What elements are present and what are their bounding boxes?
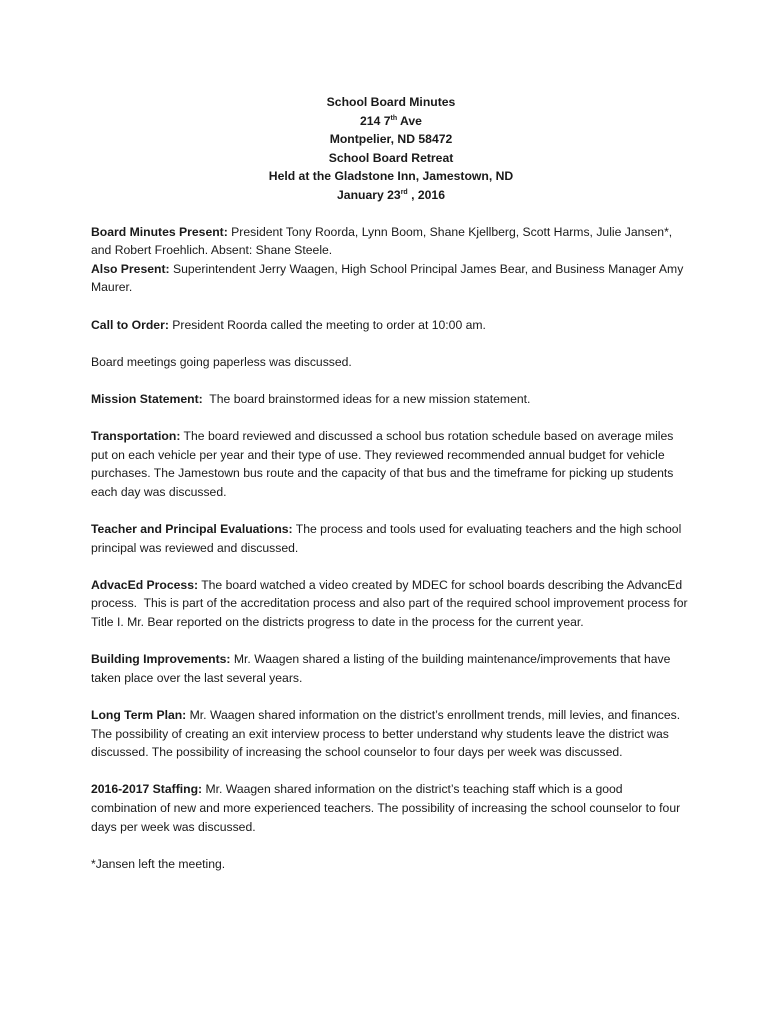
advaced-label: AdvacEd Process: xyxy=(91,577,199,592)
address-line xyxy=(91,112,691,131)
building-text: Mr. Waagen shared a listing of the building maintenance/improvements that have taken place over the last several years. xyxy=(91,652,671,685)
location-line: Held at the Gladstone Inn, Jamestown, ND xyxy=(268,169,514,184)
present-paragraph xyxy=(91,223,691,260)
mission-label: Mission Statement: xyxy=(91,391,203,406)
staffing-label: 2016-2017 Staffing: xyxy=(91,782,203,797)
date-suffix: rd xyxy=(400,188,408,196)
date-year: , 2016 xyxy=(407,187,445,202)
mission-text: The board brainstormed ideas for a new mission statement. xyxy=(202,391,531,406)
transportation-paragraph xyxy=(91,427,691,501)
present-text: President Tony Roorda, Lynn Boom, Shane Kjellberg, Scott Harms, Julie Jansen*, and Robert Froehlich. Absent: Shane Steele. xyxy=(91,224,673,258)
paperless-paragraph: Board meetings going paperless was discussed. xyxy=(91,354,352,369)
long-term-paragraph xyxy=(91,706,691,762)
present-label: Board Minutes Present: xyxy=(91,224,228,239)
building-paragraph xyxy=(91,650,691,687)
mission-paragraph xyxy=(91,390,691,409)
document-page xyxy=(91,93,691,892)
advaced-text: The board watched a video created by MDEC for school boards describing the AdvancEd process. This is part of the accreditation process and also part of the required school improvement process for Title I. Mr. Bear reported on the districts progress to date in the process for the current year. xyxy=(91,577,691,630)
staffing-text: Mr. Waagen shared information on the district’s teaching staff which is a good combination of new and more experienced teachers. The possibility of increasing the school counselor to four days per week was discussed. xyxy=(91,782,681,834)
address-suffix: th xyxy=(390,114,398,122)
evaluations-text: The process and tools used for evaluating teachers and the high school principal was reviewed and discussed. xyxy=(91,522,682,555)
transportation-label: Transportation: xyxy=(91,429,181,444)
call-to-order-label: Call to Order: xyxy=(91,317,169,332)
also-present-label: Also Present: xyxy=(91,261,170,276)
date-main: January 23 xyxy=(337,187,401,202)
event-line: School Board Retreat xyxy=(328,150,454,165)
long-term-label: Long Term Plan: xyxy=(91,708,187,722)
city-line: Montpelier, ND 58472 xyxy=(329,132,453,147)
also-present-paragraph xyxy=(91,260,691,297)
evaluations-label: Teacher and Principal Evaluations: xyxy=(91,522,293,537)
address-street: Ave xyxy=(397,113,422,128)
document-title: School Board Minutes xyxy=(326,95,456,109)
advaced-paragraph xyxy=(91,576,691,632)
call-to-order-text: President Roorda called the meeting to order at 10:00 am. xyxy=(168,317,486,332)
document-header xyxy=(91,93,691,205)
jansen-note: *Jansen left the meeting. xyxy=(91,856,226,871)
evaluations-paragraph xyxy=(91,520,691,557)
long-term-text: Mr. Waagen shared information on the district’s enrollment trends, mill levies, and finances. The possibility of creating an exit interview process to better understand why students leave the district was discussed. The possibility of increasing the school counselor to four days per week was discussed. xyxy=(91,708,681,760)
also-present-text: Superintendent Jerry Waagen, High School Principal James Bear, and Business Manager Amy Maurer. xyxy=(91,261,684,295)
address-number: 214 7 xyxy=(360,113,391,128)
staffing-paragraph xyxy=(91,780,691,836)
transportation-text: The board reviewed and discussed a school bus rotation schedule based on average miles put on each vehicle per year and their type of use. They reviewed recommended annual budget for vehicle purchases. The Jamestown bus route and the capacity of that bus and the timeframe for picking up students each day was discussed. xyxy=(91,429,674,499)
building-label: Building Improvements: xyxy=(91,652,231,667)
call-to-order-paragraph xyxy=(91,316,691,335)
date-line xyxy=(91,186,691,205)
